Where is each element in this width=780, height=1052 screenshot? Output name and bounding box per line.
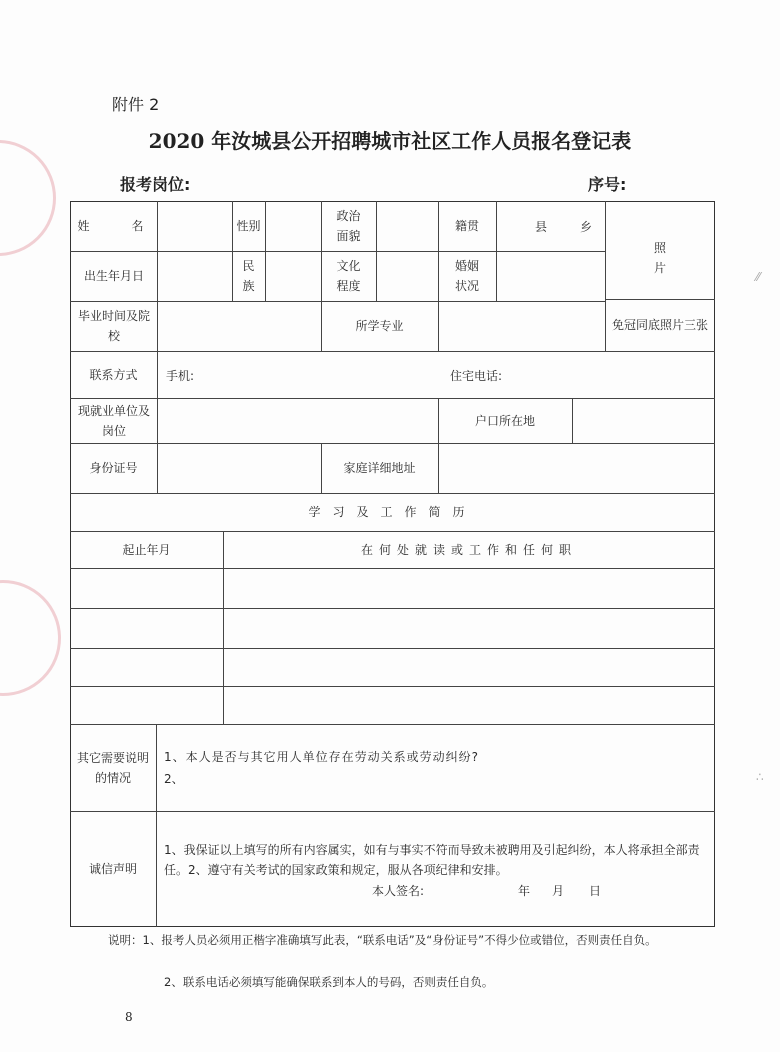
other-item-1: 1、本人是否与其它用人单位存在劳动关系或劳动纠纷? bbox=[164, 750, 480, 764]
sign-day: 日 bbox=[589, 884, 602, 898]
label-marital: 婚姻状况 bbox=[454, 259, 479, 293]
input-education[interactable] bbox=[376, 251, 438, 301]
label-address: 家庭详细地址 bbox=[343, 461, 416, 475]
input-politics[interactable] bbox=[376, 201, 438, 251]
page-title: 2020 年汝城县公开招聘城市社区工作人员报名登记表 bbox=[148, 129, 632, 153]
margin-mark: ∴ bbox=[756, 770, 764, 784]
resume-header: 学习及工作简历 bbox=[308, 505, 477, 519]
label-other: 其它需要说明的情况 bbox=[76, 750, 149, 785]
input-address[interactable] bbox=[438, 443, 715, 493]
label-name: 姓 名 bbox=[77, 219, 150, 233]
label-id: 身份证号 bbox=[89, 461, 138, 475]
integrity-text: 1、我保证以上填写的所有内容属实，如有与事实不符而导致未被聘用及引起纠纷，本人将承担全部责任。2、遵守有关考试的国家政策和规定，服从各项纪律和安排。 bbox=[164, 843, 700, 877]
label-township: 乡 bbox=[580, 220, 593, 234]
position-label: 报考岗位: bbox=[120, 175, 191, 194]
sign-month: 月 bbox=[552, 884, 565, 898]
label-period: 起止年月 bbox=[122, 542, 171, 557]
note-2: 2、联系电话必须填写能确保联系到本人的号码，否则责任自负。 bbox=[164, 975, 494, 989]
input-employer[interactable] bbox=[157, 398, 438, 443]
input-household[interactable] bbox=[572, 398, 715, 443]
label-employer: 现就业单位及岗位 bbox=[77, 403, 150, 438]
seal-mark-bottom bbox=[0, 580, 61, 696]
label-origin: 籍贯 bbox=[454, 219, 479, 233]
sign-label: 本人签名: bbox=[372, 884, 425, 898]
attachment-label: 附件 2 bbox=[112, 95, 160, 114]
input-marital[interactable] bbox=[496, 251, 605, 301]
other-item-2: 2、 bbox=[164, 772, 184, 786]
seal-mark-top bbox=[0, 140, 56, 256]
label-integrity: 诚信声明 bbox=[88, 862, 137, 876]
label-mobile: 手机: bbox=[166, 369, 195, 383]
photo-note: 免冠同底照片三张 bbox=[611, 318, 708, 332]
label-grad: 毕业时间及院校 bbox=[77, 309, 150, 343]
label-gender: 性别 bbox=[236, 219, 261, 233]
label-home-phone: 住宅电话: bbox=[450, 369, 503, 383]
input-gender[interactable] bbox=[265, 201, 321, 251]
label-birth: 出生年月日 bbox=[83, 269, 144, 283]
note-1: 说明：1、报考人员必须用正楷字准确填写此表，“联系电话”及“身份证号”不得少位或错位，否则责任自负。 bbox=[108, 933, 657, 947]
input-name[interactable] bbox=[157, 201, 232, 251]
label-major: 所学专业 bbox=[355, 319, 404, 333]
input-major[interactable] bbox=[438, 301, 605, 351]
serial-label: 序号: bbox=[588, 175, 627, 194]
margin-mark: ⁄⁄ bbox=[756, 270, 761, 284]
label-politics: 政治面貌 bbox=[336, 209, 361, 243]
input-grad[interactable] bbox=[157, 301, 321, 351]
label-ethnicity: 民族 bbox=[242, 259, 255, 293]
input-birth[interactable] bbox=[157, 251, 232, 301]
input-id[interactable] bbox=[157, 443, 321, 493]
label-education: 文化程度 bbox=[336, 259, 361, 293]
label-contact: 联系方式 bbox=[89, 367, 138, 382]
label-where: 在何处就读或工作和任何职 bbox=[360, 542, 577, 557]
page-number: 8 bbox=[125, 1010, 133, 1024]
label-county: 县 bbox=[535, 220, 548, 234]
input-ethnicity[interactable] bbox=[265, 251, 321, 301]
label-photo: 照片 bbox=[653, 241, 666, 275]
sign-year: 年 bbox=[518, 884, 531, 898]
label-household: 户口所在地 bbox=[474, 413, 535, 428]
